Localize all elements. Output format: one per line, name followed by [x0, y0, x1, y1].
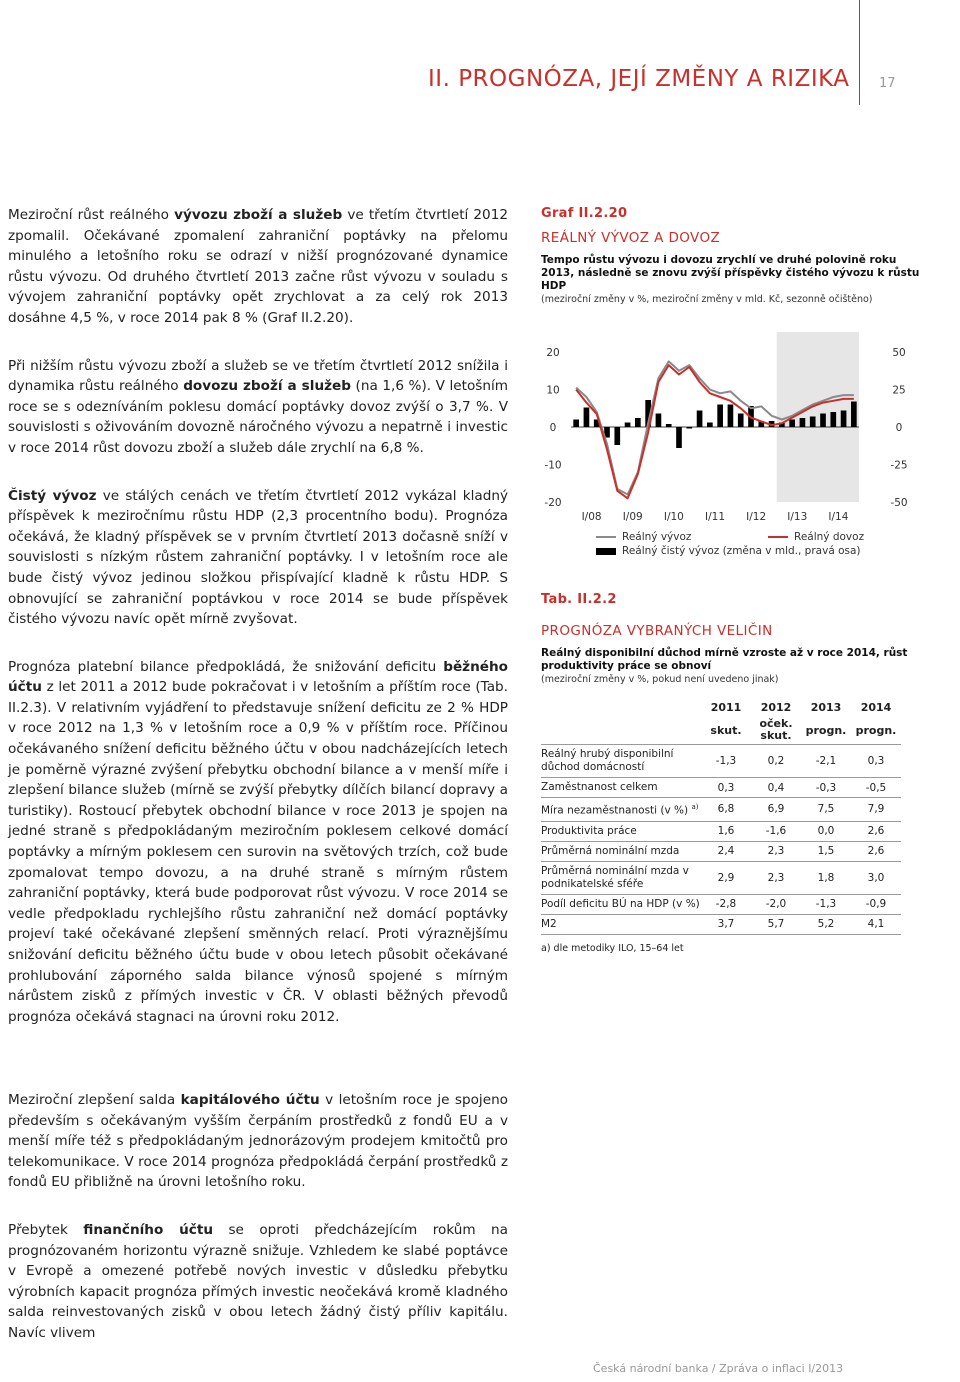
graph-subtitle: Tempo růstu vývozu i dovozu zrychlí ve druhé polovině roku 2013, následně se znovu zvýší příspěvky čistého vývozu k růstu HDP — [541, 254, 920, 292]
year-2012: 2012 — [760, 701, 792, 714]
cell-value: 5,2 — [801, 914, 851, 934]
cell-value: 0,3 — [701, 778, 751, 798]
cell-value: 6,9 — [751, 798, 801, 822]
bold-term: běžného účtu — [8, 658, 508, 696]
cell-value: 7,9 — [851, 798, 901, 822]
row-label: Zaměstnanost celkem — [541, 778, 701, 798]
cell-value: 2,3 — [751, 861, 801, 894]
net-export-bar — [820, 414, 826, 428]
table-row — [541, 914, 901, 934]
cell-value: 0,3 — [851, 745, 901, 778]
cell-value: -1,3 — [801, 894, 851, 914]
main-text-column — [8, 205, 508, 1027]
paragraph-financial-account — [8, 1220, 508, 1344]
row-label: Průměrná nominální mzda — [541, 841, 701, 861]
legend-swatch-net-export — [596, 548, 616, 555]
year-2014: 2014 — [860, 701, 892, 714]
table-row — [541, 841, 901, 861]
export-import-chart — [531, 332, 921, 562]
text-run: (na 1,6 %). V letošním roce se s odezníváním poklesu domácí poptávky dovoz zvýší o 3,7 %. V souvislosti s oživováním dovozně náročného vývozu a nepatrně i investic v roce 2014 růst dovozu zboží a služeb dále zrychlí na 6,8 %. — [8, 378, 508, 456]
status-2014: progn. — [855, 723, 897, 737]
bottom-text-column — [8, 1090, 508, 1344]
table-footnote: a) dle metodiky ILO, 15–64 let — [541, 942, 684, 954]
legend-label-import: Reálný dovoz — [794, 531, 865, 543]
cell-value: -1,3 — [701, 745, 751, 778]
left-axis-tick: 0 — [549, 422, 557, 434]
cell-value: -0,3 — [801, 778, 851, 798]
bold-term: dovozu zboží a služeb — [183, 378, 351, 395]
table-row — [541, 861, 901, 894]
cell-value: 0,2 — [751, 745, 801, 778]
bold-term: Čistý vývoz — [8, 487, 97, 504]
page-number: 17 — [879, 76, 896, 91]
paragraph-current-account — [8, 657, 508, 1028]
cell-value: 2,4 — [701, 841, 751, 861]
paragraph-import — [8, 356, 508, 459]
row-label: Průměrná nominální mzda v podnikatelské sféře — [541, 861, 701, 894]
net-export-bar — [841, 411, 847, 428]
text-run: Meziroční zlepšení salda — [8, 1092, 181, 1108]
x-axis-tick: I/14 — [828, 511, 849, 523]
graph-note: (meziroční změny v %, meziroční změny v mld. Kč, sezonně očištěno) — [541, 294, 873, 305]
legend-label-export: Reálný vývoz — [622, 531, 692, 543]
net-export-bar — [697, 411, 703, 428]
net-export-bar — [666, 424, 672, 427]
x-axis-tick: I/11 — [705, 511, 725, 523]
legend-label-net-export: Reálný čistý vývoz (změna v mld., pravá osa) — [622, 545, 861, 557]
chapter-title: II. PROGNÓZA, JEJÍ ZMĚNY A RIZIKA — [428, 66, 850, 92]
cell-value: -0,9 — [851, 894, 901, 914]
legend-swatch-import — [768, 536, 788, 538]
table-row — [541, 745, 901, 778]
x-axis-tick: I/12 — [746, 511, 767, 523]
cell-value: -2,8 — [701, 894, 751, 914]
footnote-mark: a) — [691, 803, 699, 811]
left-axis-tick: 10 — [546, 384, 560, 397]
cell-value: -2,1 — [801, 745, 851, 778]
right-axis-tick: 0 — [895, 422, 903, 434]
right-axis-tick: -25 — [890, 459, 908, 472]
x-axis-tick: I/10 — [663, 511, 684, 523]
table-label: Tab. II.2.2 — [541, 592, 617, 607]
status-2012: oček. skut. — [759, 717, 793, 742]
table-caption — [541, 592, 921, 954]
year-2011: 2011 — [710, 701, 742, 714]
net-export-bar — [573, 420, 579, 428]
right-axis-tick: -50 — [890, 497, 908, 509]
forecast-table — [541, 699, 901, 935]
cell-value: 2,6 — [851, 821, 901, 841]
chart-legend — [596, 530, 864, 558]
net-export-bar — [584, 408, 590, 428]
net-export-bar — [738, 414, 744, 428]
net-export-bar — [635, 418, 641, 427]
text-run: Při nižším růstu vývozu zboží a služeb se ve třetím čtvrtletí 2012 snížila i dynamika růstu reálného — [8, 357, 508, 395]
net-export-bar — [717, 405, 723, 428]
bold-term: kapitálového účtu — [180, 1092, 320, 1108]
graph-title: REÁLNÝ VÝVOZ A DOVOZ — [541, 230, 721, 246]
graph-caption — [541, 206, 921, 305]
text-run: se oproti předcházejícím rokům na prognózovaném horizontu výrazně snižuje. Vzhledem ke slabé poptávce v Evropě a omezené potřebě nových investic v důsledku přebytku výrobních kapacit prognóza přímých investic neočekává kromě kladného salda reinvestovaných zisků v obou letech žádný čistý příliv kapitálu. Navíc vlivem — [8, 1221, 508, 1341]
text-run: ve třetím čtvrtletí 2012 zpomalil. Očekávané zpomalení zahraniční poptávky na přelomu minulého a letošního roku se odrazí v nižší prognózované dynamice růstu vývozu. Od druhého čtvrtletí 2013 začne růst vývozu v souladu s vývojem zahraniční poptávky opět zrychlovat a za celý rok 2013 dosáhne 4,5 %, v roce 2014 pak 8 % (Graf II.2.20). — [8, 207, 509, 326]
text-run: Meziroční růst reálného — [8, 207, 175, 223]
x-axis-tick: I/08 — [581, 511, 602, 523]
row-label: Produktivita práce — [541, 821, 701, 841]
text-run: v letošním roce je spojeno především s očekávaným vyšším čerpáním prostředků z fondů EU a v menší míře též s předpokládaným jednorázovým prodejem kmitočtů pro telekomunikace. V roce 2014 prognóza předpokládá čerpání prostředků z fondů EU přibližně na úrovni letošního roku. — [8, 1092, 508, 1191]
net-export-bar — [625, 423, 631, 428]
net-export-bar — [789, 420, 795, 428]
table-note: (meziroční změny v %, pokud není uvedeno jinak) — [541, 674, 779, 685]
cell-value: 2,3 — [751, 841, 801, 861]
footer-text: Česká národní banka / Zpráva o inflaci I/2013 — [593, 1362, 844, 1375]
net-export-bar — [851, 402, 857, 428]
x-axis-tick: I/13 — [787, 511, 808, 523]
cell-value: -2,0 — [751, 894, 801, 914]
right-axis-tick: 25 — [892, 384, 906, 397]
net-export-bar — [830, 412, 836, 427]
table-row — [541, 778, 901, 798]
table-header-status — [541, 716, 901, 745]
paragraph-net-export — [8, 486, 508, 630]
text-run: Přebytek — [8, 1221, 84, 1238]
text-run: ve stálých cenách ve třetím čtvrtletí 2012 vykázal kladný příspěvek k meziročnímu růstu HDP (2,3 procentního bodu). Prognóza očekává, že kladný příspěvek se v prvním čtvrtletí 2013 dočasně sníží v souvislosti s nízkým růstem zahraniční poptávky. I v letošním roce ale bude čistý vývoz jedinou složkou přispívající kladně k růstu HDP. S obnovující se zahraniční poptávkou v roce 2014 se bude příspěvek čistého vývozu navíc opět mírně zvyšovat. — [8, 487, 508, 628]
cell-value: 4,1 — [851, 914, 901, 934]
cell-value: 5,7 — [751, 914, 801, 934]
bold-term: vývozu zboží a služeb — [174, 207, 343, 223]
row-label: Podíl deficitu BÚ na HDP (v %) — [541, 894, 701, 914]
year-2013: 2013 — [810, 701, 842, 714]
cell-value: 3,7 — [701, 914, 751, 934]
paragraph-export — [8, 205, 508, 329]
right-axis-tick: 50 — [892, 347, 906, 359]
net-export-bar — [810, 417, 816, 428]
table-row — [541, 894, 901, 914]
left-axis-tick: 20 — [546, 347, 560, 359]
text-run: Prognóza platební bilance předpokládá, že snižování deficitu — [8, 658, 444, 675]
bold-term: finančního účtu — [83, 1221, 214, 1238]
cell-value: 1,6 — [701, 821, 751, 841]
table-header-years — [541, 699, 901, 716]
cell-value: 6,8 — [701, 798, 751, 822]
cell-value: 1,5 — [801, 841, 851, 861]
row-label: M2 — [541, 914, 701, 934]
table-subtitle: Reálný disponibilní důchod mírně vzroste až v roce 2014, růst produktivity práce se obnoví — [541, 647, 908, 672]
table-body — [541, 745, 901, 935]
net-export-bar — [800, 418, 806, 427]
header-divider — [859, 0, 860, 105]
net-export-bar — [614, 427, 620, 445]
net-export-bar — [686, 427, 692, 429]
cell-value: -1,6 — [751, 821, 801, 841]
status-2013: progn. — [805, 723, 847, 737]
cell-value: 3,0 — [851, 861, 901, 894]
cell-value: 2,9 — [701, 861, 751, 894]
net-export-bar — [656, 414, 662, 428]
row-label: Míra nezaměstnanosti (v %) $^{a)}$ — [541, 798, 701, 822]
cell-value: 0,0 — [801, 821, 851, 841]
text-run: z let 2011 a 2012 bude pokračovat i v letošním a příštím roce (Tab. II.2.3). V relativním vyjádření to představuje snížení deficitu ze 2 % HDP v roce 2012 na 1,3 % v letošním roce a 0,9 % v příštím roce. Příčinou očekávaného snížení deficitu běžného účtu v obou nadcházejících letech je poměrně výrazné zvýšení přebytku obchodní bilance a v menší míře i zlepšení bilance služeb (mírně se zvýší přebytky dílčích bilancí dopravy a turistiky). Rostoucí přebytek obchodní bilance v roce 2013 je spojen na jedné straně s předpokládaným meziročním poklesem celkové domácí poptávky a mírným poklesem cen surovin na světových trzích, což bude zpomalovat tempo dovozu, a na druhé straně s mírným růstem zahraniční poptávky, která bude podporovat růst vývozu. V roce 2014 se vedle předpokladu rychlejšího růstu zahraniční než domácí poptávky projeví také očekávané zlepšení směnných relací. Proti výraznějšímu snižování deficitu běžného účtu bude v obou letech působit očekávané prohlubování záporného salda bilance výnosů spojené s mírným nárůstem zisků z přímých investic v ČR. V oblasti běžných převodů prognóza očekává stagnaci na úrovni roku 2012. — [8, 679, 508, 1025]
cell-value: 1,8 — [801, 861, 851, 894]
graph-label: Graf II.2.20 — [541, 206, 628, 221]
row-label: Reálný hrubý disponibilní důchod domácností — [541, 745, 701, 778]
cell-value: -0,5 — [851, 778, 901, 798]
cell-value: 2,6 — [851, 841, 901, 861]
x-axis-tick: I/09 — [622, 511, 643, 523]
net-export-bar — [676, 427, 682, 448]
net-export-bar — [707, 423, 713, 428]
left-axis-tick: -10 — [544, 459, 562, 472]
net-export-bar — [728, 405, 734, 428]
table-title: PROGNÓZA VYBRANÝCH VELIČIN — [541, 623, 773, 639]
table-row — [541, 821, 901, 841]
legend-swatch-export — [596, 536, 616, 538]
left-axis-tick: -20 — [544, 497, 562, 509]
cell-value: 7,5 — [801, 798, 851, 822]
status-2011: skut. — [710, 723, 742, 737]
paragraph-capital-account — [8, 1090, 508, 1193]
cell-value: 0,4 — [751, 778, 801, 798]
table-row — [541, 798, 901, 822]
